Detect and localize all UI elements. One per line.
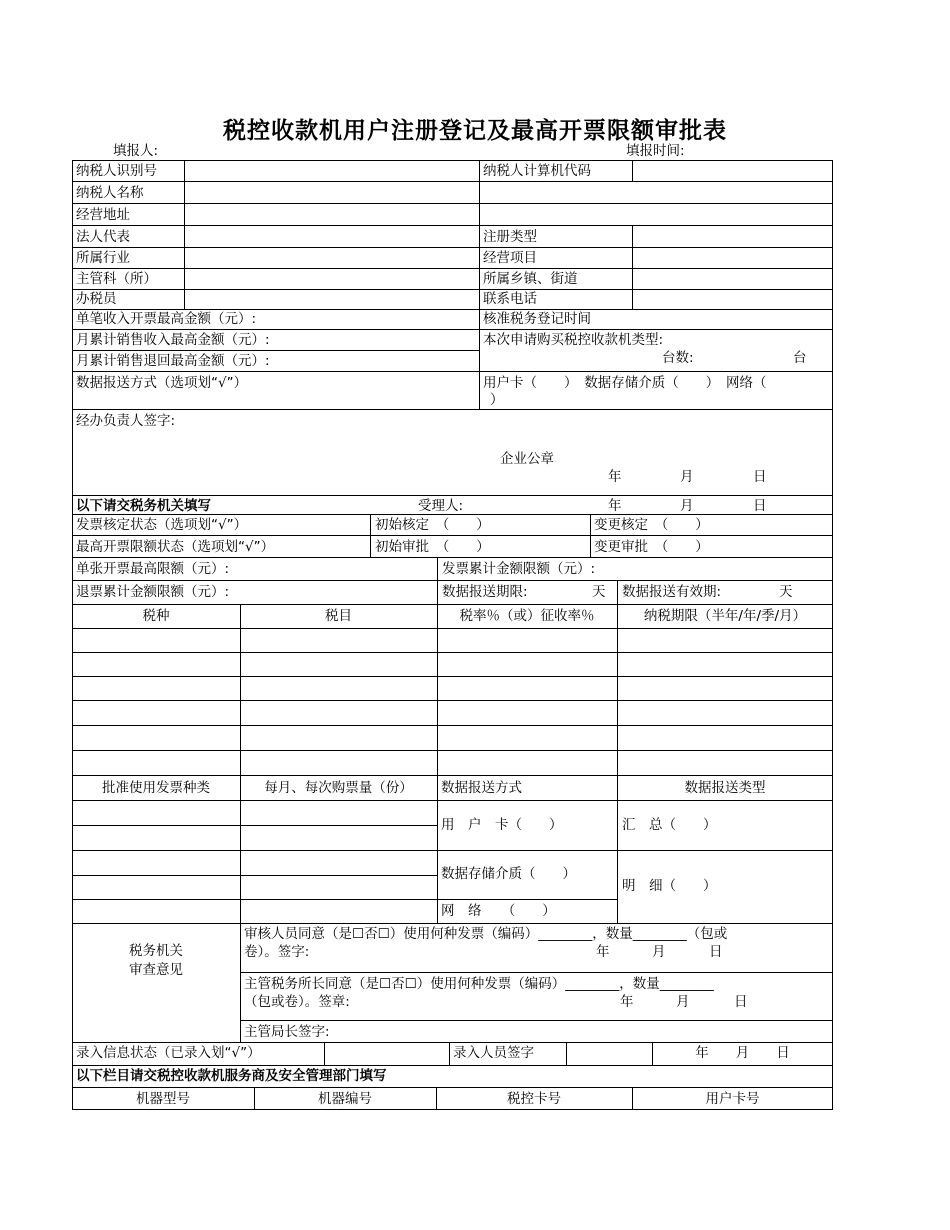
entry-status-label: 录入信息状态（已录入划“√”） [76, 1045, 261, 1061]
director-day: 日 [734, 994, 748, 1010]
change-approve-option[interactable]: 变更审批 （ ） [594, 539, 709, 555]
auditor-month: 月 [652, 944, 666, 960]
industry-label: 所属行业 [76, 250, 130, 266]
taxpayer-id-label: 纳税人识别号 [76, 163, 157, 179]
purchase-type-label: 本次申请购买税控收款机类型: [483, 332, 664, 348]
count-label: 台数: [662, 350, 694, 366]
count-unit: 台 [793, 350, 807, 366]
form-title: 税控收款机用户注册登记及最高开票限额审批表 [223, 117, 727, 144]
tax-card-header: 税控卡号 [507, 1091, 561, 1107]
single-max-label: 单笔收入开票最高金额（元）: [76, 311, 257, 327]
invoice-status-label: 发票核定状态（选项划“√”） [76, 517, 248, 533]
user-card-header: 用户卡号 [705, 1091, 760, 1107]
summary-option[interactable]: 汇 总（ ） [622, 817, 717, 833]
address-label: 经营地址 [76, 207, 130, 223]
opinion-label-2: 审查意见 [129, 962, 183, 978]
legal-rep-label: 法人代表 [76, 229, 130, 245]
reg-time-label: 核准税务登记时间 [483, 311, 591, 327]
monthly-return-label: 月累计销售退回最高金额（元）: [76, 353, 270, 369]
monthly-sales-label: 月累计销售收入最高金额（元）: [76, 332, 270, 348]
detail-option[interactable]: 明 细（ ） [622, 878, 717, 894]
sign-day: 日 [753, 469, 767, 485]
director-month: 月 [676, 994, 690, 1010]
purchase-qty-header: 每月、每次购票量（份） [264, 780, 413, 796]
sign-year: 年 [608, 469, 622, 485]
send-mode-header: 数据报送方式 [441, 780, 522, 796]
invoice-kind-header: 批准使用发票种类 [102, 780, 210, 796]
machine-number-header: 机器编号 [318, 1091, 372, 1107]
vendor-section-label: 以下栏目请交税控收款机服务商及安全管理部门填写 [76, 1068, 387, 1084]
single-limit-label: 单张开票最高限额（元）: [76, 561, 230, 577]
tax-type-header: 税种 [142, 608, 170, 624]
entry-clerk-label: 录入人员签字 [453, 1045, 534, 1061]
director-sign-label: （包或卷）。签章: [244, 994, 350, 1010]
auditor-opinion: 审核人员同意（是☐否☐）使用何种发票（编码）________，数量________（包或 [244, 926, 728, 942]
initial-approve-option[interactable]: 初始审批 （ ） [375, 539, 490, 555]
send-period-label: 数据报送期限: [442, 584, 528, 600]
computer-code-label: 纳税人计算机代码 [483, 163, 591, 179]
user-card-option[interactable]: 用 户 卡（ ） [441, 817, 563, 833]
director-opinion: 主管税务所长同意（是☐否☐）使用何种发票（编码）________，数量________ [244, 976, 714, 992]
send-mode-options-close: ） [490, 392, 504, 408]
chief-sign-label: 主管局长签字: [244, 1024, 330, 1040]
dept-label: 主管科（所） [76, 271, 157, 287]
machine-model-header: 机器型号 [136, 1091, 190, 1107]
sign-month: 月 [680, 469, 694, 485]
invoice-total-label: 发票累计金额限额（元）: [442, 561, 596, 577]
receive-year: 年 [608, 498, 622, 514]
business-label: 经营项目 [483, 250, 537, 266]
receive-month: 月 [680, 498, 694, 514]
tax-office-section-label: 以下请交税务机关填写 [76, 498, 211, 514]
valid-period-label: 数据报送有效期: [622, 584, 722, 600]
storage-option[interactable]: 数据存储介质（ ） [441, 866, 576, 882]
receiver-label: 受理人: [418, 498, 464, 514]
auditor-year: 年 [596, 944, 610, 960]
town-label: 所属乡镇、街道 [483, 271, 578, 287]
taxpayer-name-label: 纳税人名称 [76, 185, 144, 201]
send-type-header: 数据报送类型 [684, 780, 766, 796]
max-status-label: 最高开票限额状态（选项划“√”） [76, 539, 275, 555]
entry-date: 年 月 日 [695, 1045, 790, 1061]
phone-label: 联系电话 [483, 291, 537, 307]
valid-period-unit: 天 [779, 584, 793, 600]
auditor-day: 日 [709, 944, 723, 960]
tax-period-header: 纳税期限（半年/年/季/月） [643, 608, 807, 624]
tax-clerk-label: 办税员 [76, 291, 117, 307]
reg-type-label: 注册类型 [483, 229, 537, 245]
tax-rate-header: 税率％（或）征收率％ [459, 608, 595, 624]
fill-time-label: 填报时间: [626, 143, 685, 159]
network-option[interactable]: 网 络 （ ） [441, 903, 556, 919]
send-mode-options: 用户卡（ ） 数据存储介质（ ） 网络（ [483, 375, 767, 391]
filler-label: 填报人: [113, 143, 159, 159]
receive-day: 日 [753, 498, 767, 514]
opinion-label-1: 税务机关 [129, 943, 183, 959]
manager-sign-label: 经办负责人签字: [76, 413, 176, 429]
auditor-sign-label: 卷）。签字: [244, 944, 310, 960]
initial-check-option[interactable]: 初始核定 （ ） [375, 517, 490, 533]
tax-item-header: 税目 [325, 608, 352, 624]
send-mode-label: 数据报送方式（选项划“√”） [76, 375, 248, 391]
return-total-label: 退票累计金额限额（元）: [76, 584, 230, 600]
send-period-unit: 天 [592, 584, 606, 600]
director-year: 年 [620, 994, 634, 1010]
change-check-option[interactable]: 变更核定 （ ） [594, 517, 709, 533]
company-seal-label: 企业公章 [500, 451, 554, 467]
